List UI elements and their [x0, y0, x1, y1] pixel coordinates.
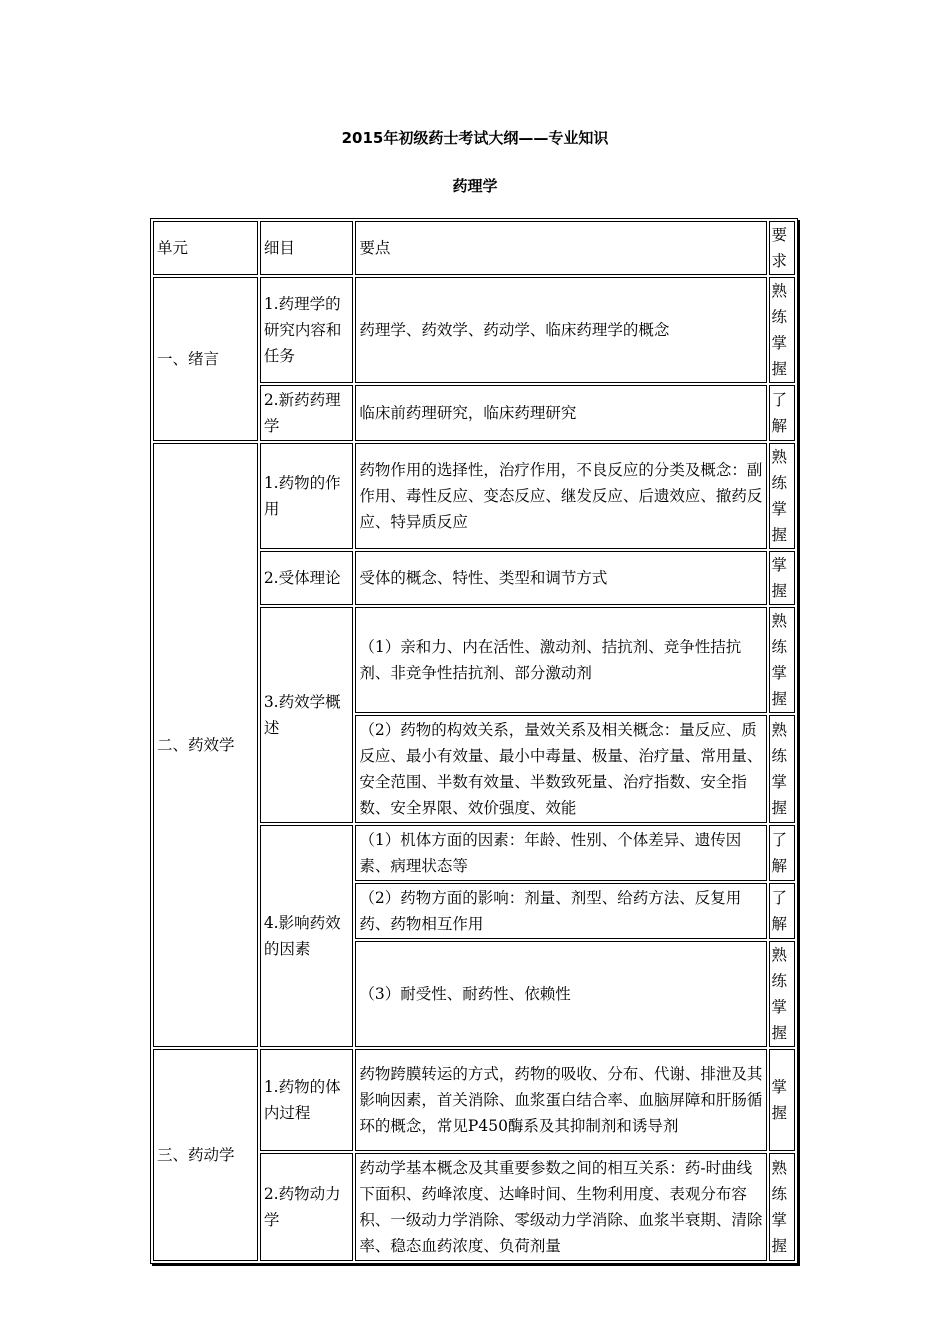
item-cell: 3.药效学概述 — [260, 607, 354, 823]
point-cell: 药理学、药效学、药动学、临床药理学的概念 — [355, 277, 766, 383]
requirement-cell: 熟练掌握 — [769, 277, 795, 383]
point-cell: （3）耐受性、耐药性、依赖性 — [355, 941, 766, 1047]
header-point: 要点 — [355, 221, 766, 275]
point-cell: （1）亲和力、内在活性、激动剂、拮抗剂、竞争性拮抗剂、非竞争性拮抗剂、部分激动剂 — [355, 607, 766, 713]
requirement-cell: 掌握 — [769, 551, 795, 605]
item-cell: 1.药物的作用 — [260, 443, 354, 549]
header-unit: 单元 — [153, 221, 258, 275]
requirement-cell: 熟练掌握 — [769, 443, 795, 549]
point-cell: 药物作用的选择性，治疗作用，不良反应的分类及概念：副作用、毒性反应、变态反应、继发反应、后遗效应、撤药反应、特异质反应 — [355, 443, 766, 549]
item-cell: 2.受体理论 — [260, 551, 354, 605]
table-row — [153, 443, 795, 549]
item-cell: 2.药物动力学 — [260, 1153, 354, 1261]
point-cell: （2）药物方面的影响：剂量、剂型、给药方法、反复用药、药物相互作用 — [355, 883, 766, 939]
document-title: 2015年初级药士考试大纲——专业知识 — [341, 129, 609, 147]
item-cell: 4.影响药效的因素 — [260, 825, 354, 1047]
point-cell: 药物跨膜转运的方式，药物的吸收、分布、代谢、排泄及其影响因素，首关消除、血浆蛋白结合率、血脑屏障和肝肠循环的概念，常见P450酶系及其抑制剂和诱导剂 — [355, 1049, 766, 1151]
item-cell: 2.新药药理学 — [260, 385, 354, 441]
item-cell: 1.药理学的研究内容和任务 — [260, 277, 354, 383]
requirement-cell: 了解 — [769, 883, 795, 939]
item-cell: 1.药物的体内过程 — [260, 1049, 354, 1151]
requirement-cell: 熟练掌握 — [769, 1153, 795, 1261]
header-item: 细目 — [260, 221, 354, 275]
requirement-cell: 熟练掌握 — [769, 941, 795, 1047]
requirement-cell: 了解 — [769, 825, 795, 881]
requirement-cell: 掌握 — [769, 1049, 795, 1151]
unit-cell: 二、药效学 — [153, 443, 258, 1047]
table-header-row — [153, 221, 795, 275]
header-requirement: 要求 — [769, 221, 795, 275]
section-title: 药理学 — [452, 177, 498, 195]
point-cell: （2）药物的构效关系，量效关系及相关概念：量反应、质反应、最小有效量、最小中毒量、极量、治疗量、常用量、安全范围、半数有效量、半数致死量、治疗指数、安全指数、安全界限、效价强度、效能 — [355, 715, 766, 823]
table-row — [153, 277, 795, 383]
unit-cell: 三、药动学 — [153, 1049, 258, 1261]
point-cell: 临床前药理研究，临床药理研究 — [355, 385, 766, 441]
requirement-cell: 熟练掌握 — [769, 715, 795, 823]
unit-cell: 一、绪言 — [153, 277, 258, 441]
requirement-cell: 了解 — [769, 385, 795, 441]
table-row — [153, 1049, 795, 1151]
syllabus-table — [150, 218, 798, 1264]
point-cell: （1）机体方面的因素：年龄、性别、个体差异、遗传因素、病理状态等 — [355, 825, 766, 881]
requirement-cell: 熟练掌握 — [769, 607, 795, 713]
point-cell: 药动学基本概念及其重要参数之间的相互关系：药-时曲线下面积、药峰浓度、达峰时间、生物利用度、表观分布容积、一级动力学消除、零级动力学消除、血浆半衰期、清除率、稳态血药浓度、负荷剂量 — [355, 1153, 766, 1261]
point-cell: 受体的概念、特性、类型和调节方式 — [355, 551, 766, 605]
